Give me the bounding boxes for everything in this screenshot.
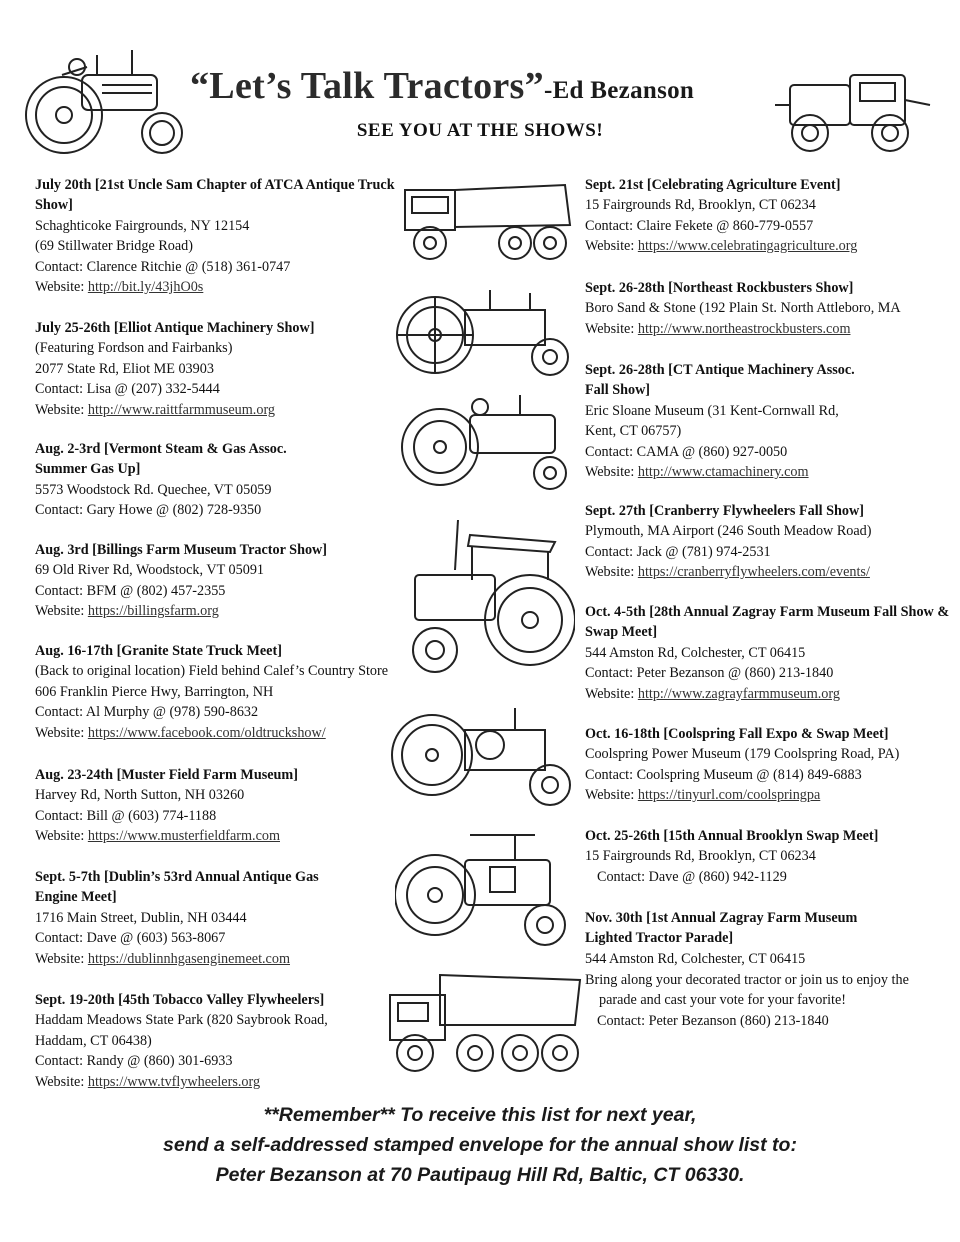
event-line: Contact: Peter Bezanson (860) 213-1840 bbox=[597, 1012, 829, 1029]
event-heading: Oct. 4-5th [28th Annual Zagray Farm Museum Fall Show & Swap Meet] bbox=[585, 604, 950, 641]
event-heading: Aug. 2-3rd [Vermont Steam & Gas Assoc. Summer Gas Up] bbox=[35, 441, 287, 478]
event-item bbox=[585, 724, 955, 806]
title-author: -Ed Bezanson bbox=[543, 77, 695, 104]
event-item bbox=[35, 318, 400, 420]
event-heading: July 20th [21st Uncle Sam Chapter of ATCA Antique Truck Show] bbox=[35, 177, 395, 214]
website-label: Website: bbox=[35, 603, 88, 620]
event-heading: Oct. 25-26th [15th Annual Brooklyn Swap Meet] bbox=[585, 828, 879, 844]
event-line: 544 Amston Rd, Colchester, CT 06415 bbox=[585, 644, 806, 661]
event-line: Eric Sloane Museum (31 Kent-Cornwall Rd, Kent, CT 06757) bbox=[585, 402, 839, 440]
dump-truck-illustration bbox=[400, 165, 575, 265]
event-item bbox=[35, 175, 400, 297]
event-heading: Sept. 26-28th [CT Antique Machinery Assoc. Fall Show] bbox=[585, 362, 855, 399]
event-line: Schaghticoke Fairgrounds, NY 12154 bbox=[35, 217, 250, 234]
website-label: Website: bbox=[585, 787, 638, 804]
event-item bbox=[585, 908, 885, 969]
event-line: Contact: BFM @ (802) 457-2355 bbox=[35, 582, 226, 599]
standard-tractor-illustration bbox=[395, 825, 575, 950]
footer-line: Peter Bezanson at 70 Pautipaug Hill Rd, Baltic, CT 06330. bbox=[215, 1164, 745, 1186]
footer-line: **Remember** To receive this list for next year, bbox=[263, 1104, 697, 1126]
event-item bbox=[585, 501, 955, 583]
website-label: Website: bbox=[585, 238, 638, 255]
website-link[interactable]: http://www.zagrayfarmmuseum.org bbox=[637, 685, 840, 702]
page-title bbox=[190, 64, 790, 108]
tractor-illustration-header-left bbox=[22, 45, 192, 160]
website-label: Website: bbox=[585, 320, 638, 337]
event-line: Contact: Claire Fekete @ 860-779-0557 bbox=[585, 217, 814, 234]
event-heading: Sept. 19-20th [45th Tobacco Valley Flywheelers] bbox=[35, 992, 325, 1008]
footer-line: send a self-addressed stamped envelope for the annual show list to: bbox=[163, 1134, 797, 1156]
event-line: Contact: Dave @ (603) 563-8067 bbox=[35, 930, 226, 947]
event-item bbox=[35, 641, 390, 743]
event-line: 69 Old River Rd, Woodstock, VT 05091 bbox=[35, 562, 265, 579]
event-heading: Oct. 16-18th [Coolspring Fall Expo & Swap Meet] bbox=[585, 726, 889, 742]
off-road-dump-truck-illustration bbox=[380, 955, 590, 1075]
event-line: Contact: Jack @ (781) 974-2531 bbox=[585, 543, 771, 560]
event-line: Contact: Coolspring Museum @ (814) 849-6883 bbox=[585, 766, 862, 783]
event-line: Contact: Randy @ (860) 301-6933 bbox=[35, 1053, 233, 1070]
footer-note bbox=[0, 1100, 960, 1190]
event-line: Contact: Gary Howe @ (802) 728-9350 bbox=[35, 502, 262, 519]
event-item bbox=[35, 540, 400, 622]
event-heading: Nov. 30th [1st Annual Zagray Farm Museum Lighted Tractor Parade] bbox=[585, 910, 858, 947]
event-line: Harvey Rd, North Sutton, NH 03260 bbox=[35, 787, 245, 804]
event-heading: Sept. 27th [Cranberry Flywheelers Fall Show] bbox=[585, 503, 864, 519]
website-label: Website: bbox=[35, 828, 88, 845]
event-heading: Sept. 21st [Celebrating Agriculture Event] bbox=[585, 177, 841, 193]
event-line: Contact: Clarence Ritchie @ (518) 361-0747 bbox=[35, 258, 291, 275]
website-label: Website: bbox=[35, 724, 88, 741]
event-item bbox=[585, 826, 955, 887]
event-line: (Back to original location) Field behind Calef’s Country Store 606 Franklin Pierce Hwy, Barrington, NH bbox=[35, 663, 389, 700]
event-line: Contact: Bill @ (603) 774-1188 bbox=[35, 807, 217, 824]
steel-wheel-tractor-illustration bbox=[395, 285, 575, 380]
canopy-tractor-illustration bbox=[400, 520, 575, 685]
row-crop-tractor-illustration bbox=[400, 385, 575, 495]
event-line: Contact: Al Murphy @ (978) 590-8632 bbox=[35, 704, 259, 721]
website-link[interactable]: https://www.celebratingagriculture.org bbox=[637, 238, 858, 255]
event-line: 5573 Woodstock Rd. Quechee, VT 05059 bbox=[35, 481, 272, 498]
website-link[interactable]: https://dublinnhgasenginemeet.com bbox=[87, 950, 290, 967]
event-heading: Sept. 26-28th [Northeast Rockbusters Show] bbox=[585, 280, 854, 296]
event-line: (Featuring Fordson and Fairbanks) bbox=[35, 340, 233, 357]
event-line: Boro Sand & Stone (192 Plain St. North Attleboro, MA bbox=[585, 300, 901, 317]
website-link[interactable]: http://www.raittfarmmuseum.org bbox=[87, 401, 276, 418]
event-heading: July 25-26th [Elliot Antique Machinery Show] bbox=[35, 320, 315, 336]
website-link[interactable]: https://www.tvflywheelers.org bbox=[87, 1073, 261, 1090]
event-line: 2077 State Rd, Eliot ME 03903 bbox=[35, 360, 214, 377]
website-link[interactable]: https://cranberryflywheelers.com/events/ bbox=[637, 564, 870, 581]
event-item bbox=[35, 765, 400, 847]
website-link[interactable]: https://tinyurl.com/coolspringpa bbox=[637, 787, 821, 804]
event-item bbox=[585, 278, 955, 339]
truck-illustration-header-right bbox=[770, 55, 940, 155]
event-heading: Sept. 5-7th [Dublin’s 53rd Annual Antique Gas Engine Meet] bbox=[35, 869, 319, 906]
website-label: Website: bbox=[585, 564, 638, 581]
event-item bbox=[35, 990, 370, 1092]
event-line: Contact: Peter Bezanson @ (860) 213-1840 bbox=[585, 665, 834, 682]
event-line: 15 Fairgrounds Rd, Brooklyn, CT 06234 bbox=[585, 197, 816, 214]
event-line: 1716 Main Street, Dublin, NH 03444 bbox=[35, 909, 247, 926]
event-line: Contact: Dave @ (860) 942-1129 bbox=[597, 868, 787, 885]
event-line: Coolspring Power Museum (179 Coolspring Road, PA) bbox=[585, 746, 900, 763]
event-line: 15 Fairgrounds Rd, Brooklyn, CT 06234 bbox=[585, 848, 816, 865]
event-line: Plymouth, MA Airport (246 South Meadow Road) bbox=[585, 523, 872, 540]
website-label: Website: bbox=[585, 464, 638, 481]
event-heading: Aug. 23-24th [Muster Field Farm Museum] bbox=[35, 767, 298, 783]
event-line: (69 Stillwater Bridge Road) bbox=[35, 238, 194, 255]
event-line: Contact: Lisa @ (207) 332-5444 bbox=[35, 381, 220, 398]
event-description bbox=[585, 970, 947, 1031]
page-subtitle: SEE YOU AT THE SHOWS! bbox=[356, 120, 604, 141]
event-line: Contact: CAMA @ (860) 927-0050 bbox=[585, 443, 788, 460]
website-label: Website: bbox=[35, 1073, 88, 1090]
website-label: Website: bbox=[585, 685, 638, 702]
event-heading: Aug. 3rd [Billings Farm Museum Tractor Show] bbox=[35, 542, 328, 558]
website-link[interactable]: https://www.musterfieldfarm.com bbox=[87, 828, 280, 845]
event-line: Haddam Meadows State Park (820 Saybrook Road, Haddam, CT 06438) bbox=[35, 1012, 328, 1049]
title-text: “Let’s Talk Tractors” bbox=[190, 65, 544, 107]
event-item bbox=[585, 175, 955, 257]
event-item bbox=[35, 439, 300, 521]
website-label: Website: bbox=[35, 279, 88, 296]
website-link[interactable]: http://bit.ly/43jhO0s bbox=[87, 279, 204, 296]
website-link[interactable]: http://www.northeastrockbusters.com bbox=[637, 320, 851, 337]
event-item bbox=[585, 360, 865, 482]
website-label: Website: bbox=[35, 950, 88, 967]
event-line: 544 Amston Rd, Colchester, CT 06415 bbox=[585, 950, 806, 967]
website-link[interactable]: https://billingsfarm.org bbox=[87, 603, 219, 620]
website-link[interactable]: https://www.facebook.com/oldtruckshow/ bbox=[87, 724, 326, 741]
antique-tractor-illustration bbox=[390, 700, 575, 810]
event-line: Bring along your decorated tractor or join us to enjoy the parade and cast your vote for your favorite! bbox=[585, 972, 909, 1009]
website-label: Website: bbox=[35, 401, 88, 418]
website-link[interactable]: http://www.ctamachinery.com bbox=[637, 464, 809, 481]
event-heading: Aug. 16-17th [Granite State Truck Meet] bbox=[35, 643, 282, 659]
event-item bbox=[585, 602, 955, 704]
event-item bbox=[35, 867, 335, 969]
